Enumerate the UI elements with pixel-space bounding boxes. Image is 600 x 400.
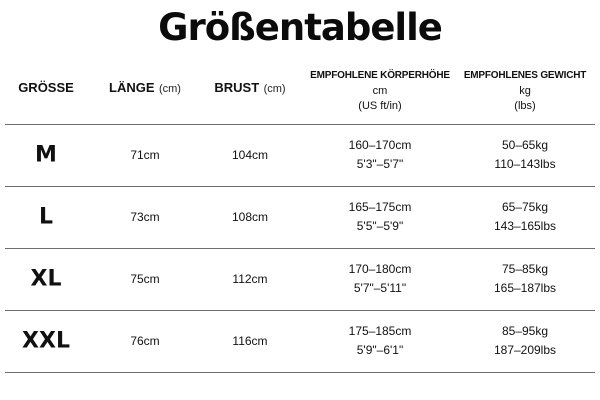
height-ft: 5'9"–6'1" (356, 343, 404, 357)
header-size (6, 80, 86, 96)
header-weight-unit-lbs: (lbs) (514, 100, 536, 112)
chest-cell: 112cm (232, 272, 268, 286)
divider (5, 372, 595, 373)
header-length (100, 80, 190, 97)
size-cell: XXL (22, 328, 70, 354)
table-row (0, 310, 600, 372)
length-cell: 76cm (130, 334, 160, 348)
length-cell: 73cm (130, 210, 160, 224)
length-cell: 75cm (130, 272, 160, 286)
size-cell: L (38, 204, 54, 230)
weight-kg: 85–95kg (501, 324, 549, 338)
header-weight-label: EMPFOHLENES GEWICHT (463, 70, 587, 81)
height-cell (300, 198, 460, 236)
header-size-label: GRÖSSE (18, 80, 74, 95)
weight-cell (455, 198, 595, 236)
header-chest-label: BRUST (214, 80, 260, 95)
chest-cell: 104cm (231, 148, 269, 162)
height-ft: 5'3"–5'7" (356, 157, 404, 171)
weight-kg: 65–75kg (501, 200, 549, 214)
weight-lbs: 165–187lbs (493, 281, 557, 295)
table-row (0, 124, 600, 186)
header-height-unit-ft: (US ft/in) (358, 100, 402, 112)
height-ft: 5'7"–5'11" (353, 281, 407, 295)
weight-lbs: 143–165lbs (493, 219, 557, 233)
height-cell (300, 322, 460, 360)
table-header (0, 64, 600, 124)
chest-cell: 116cm (232, 334, 268, 348)
weight-cell (455, 136, 595, 174)
header-length-unit: (cm) (158, 83, 181, 95)
header-weight (455, 66, 595, 114)
height-cm: 175–185cm (348, 324, 412, 338)
size-cell: M (35, 142, 57, 168)
height-ft: 5'5"–5'9" (356, 219, 404, 233)
header-height-unit-cm: cm (372, 85, 388, 97)
header-chest (205, 80, 295, 97)
height-cm: 160–170cm (348, 138, 412, 152)
weight-cell (455, 260, 595, 298)
length-cell: 71cm (130, 148, 160, 162)
header-height-label: EMPFOHLENE KÖRPERHÖHE (310, 70, 450, 81)
table-row (0, 186, 600, 248)
weight-cell (455, 322, 595, 360)
header-chest-unit: (cm) (263, 83, 286, 95)
height-cm: 165–175cm (348, 200, 412, 214)
weight-lbs: 187–209lbs (493, 343, 557, 357)
header-length-label: LÄNGE (109, 80, 155, 95)
table-row (0, 248, 600, 310)
weight-kg: 75–85kg (501, 262, 549, 276)
size-cell: XL (30, 266, 62, 292)
header-weight-unit-kg: kg (519, 85, 531, 97)
height-cell (300, 136, 460, 174)
height-cell (300, 260, 460, 298)
weight-lbs: 110–143lbs (494, 157, 556, 171)
height-cm: 170–180cm (348, 262, 412, 276)
chest-cell: 108cm (231, 210, 269, 224)
weight-kg: 50–65kg (501, 138, 549, 152)
header-height (300, 66, 460, 114)
page-title: Größentabelle (158, 6, 442, 49)
